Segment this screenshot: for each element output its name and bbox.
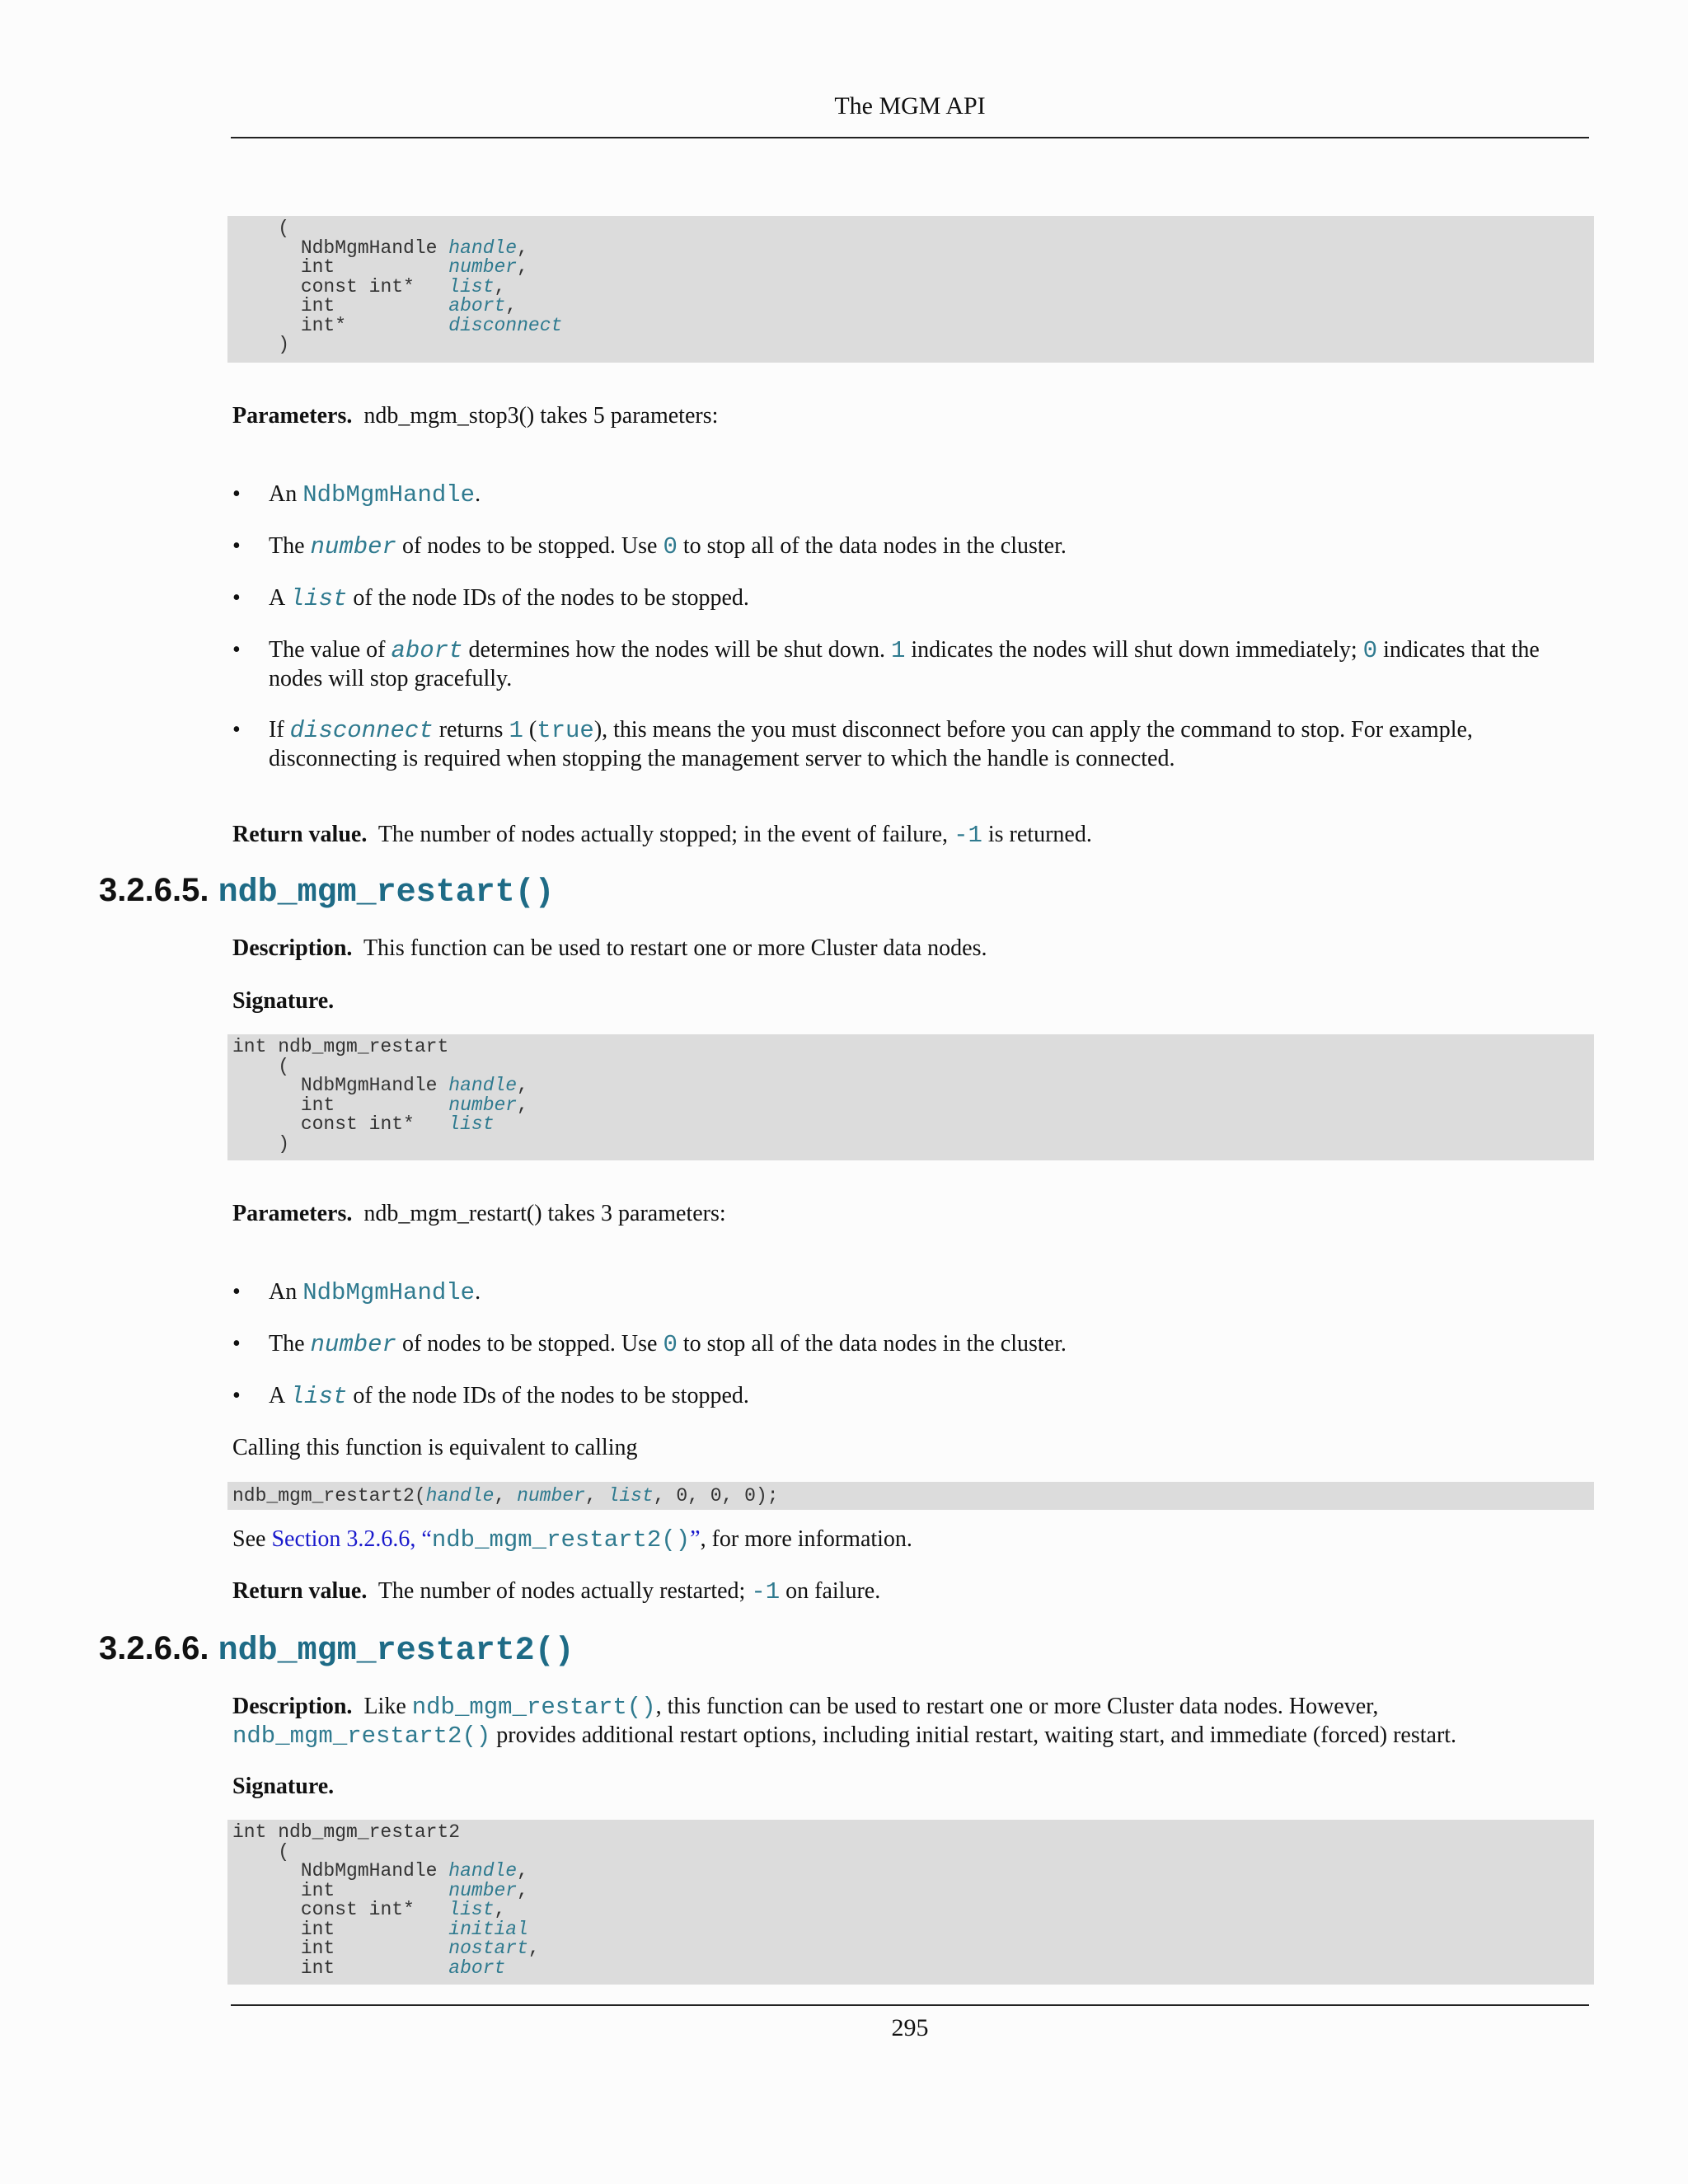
stop3-return-value: Return value. The number of nodes actually stopped; in the event of failure, -1 is returned. — [232, 822, 1092, 849]
section-link-restart2[interactable]: Section 3.2.6.6, “ndb_mgm_restart2()” — [271, 1526, 701, 1554]
sig-param-row: int number, — [300, 256, 528, 278]
sig-param-row: const int* list, — [300, 275, 506, 298]
section-title-restart: 3.2.6.5. ndb_mgm_restart() — [99, 872, 555, 912]
sig-param-row: const int* list — [300, 1113, 495, 1135]
restart-equivalent-text: Calling this function is equivalent to calling — [232, 1435, 638, 1460]
sig-param-row: int initial — [300, 1918, 528, 1940]
restart2-signature-code: int ndb_mgm_restart2 ( NdbMgmHandle handle, int number, const int* list, int initial int nostart, int abort — [227, 1820, 1594, 1985]
header-rule — [231, 137, 1589, 138]
sig-param-row: int* disconnect — [300, 314, 563, 336]
stop3-parameters-intro: Parameters. ndb_mgm_stop3() takes 5 parameters: — [232, 403, 719, 429]
restart-description: Description. This function can be used to restart one or more Cluster data nodes. — [232, 935, 987, 961]
restart2-signature-label: Signature. — [232, 1774, 335, 1799]
sig-param-row: int number, — [300, 1094, 528, 1116]
close-paren: ) — [278, 334, 290, 355]
restart-equivalent-code: ndb_mgm_restart2(handle, number, list, 0, 0, 0); — [227, 1482, 1594, 1510]
open-paren: ( — [278, 218, 290, 239]
section-title-restart2: 3.2.6.6. ndb_mgm_restart2() — [99, 1630, 574, 1670]
sig-param-row: NdbMgmHandle handle, — [300, 1075, 528, 1096]
page-number: 295 — [891, 2014, 929, 2041]
page-header: The MGM API — [834, 92, 986, 120]
restart-parameters-intro: Parameters. ndb_mgm_restart() takes 3 parameters: — [232, 1201, 726, 1226]
restart-signature-code: int ndb_mgm_restart ( NdbMgmHandle handle, int number, const int* list ) — [227, 1034, 1594, 1160]
restart2-description: Description. Like ndb_mgm_restart(), this function can be used to restart one or more Cluster data nodes. However, ndb_mgm_restart2() provides additional restart options, including initial restart, waiting start, and immediate (forced) restart. — [232, 1694, 1457, 1750]
sig-param-row: int abort, — [300, 295, 518, 316]
sig-param-row: int nostart, — [300, 1938, 540, 1959]
sig-param-row: int number, — [300, 1879, 528, 1901]
sig-param-row: NdbMgmHandle handle, — [300, 237, 528, 259]
restart-see-also: See Section 3.2.6.6, “ndb_mgm_restart2()”, for more information. — [232, 1526, 912, 1554]
stop3-signature-code — [227, 216, 1594, 363]
sig-param-row: NdbMgmHandle handle, — [300, 1860, 528, 1882]
restart-signature-label: Signature. — [232, 988, 335, 1014]
sig-param-row: int abort — [300, 1957, 506, 1979]
footer-rule — [231, 2004, 1589, 2006]
sig-param-row: const int* list, — [300, 1899, 506, 1920]
restart-return-value: Return value. The number of nodes actually restarted; -1 on failure. — [232, 1578, 881, 1605]
